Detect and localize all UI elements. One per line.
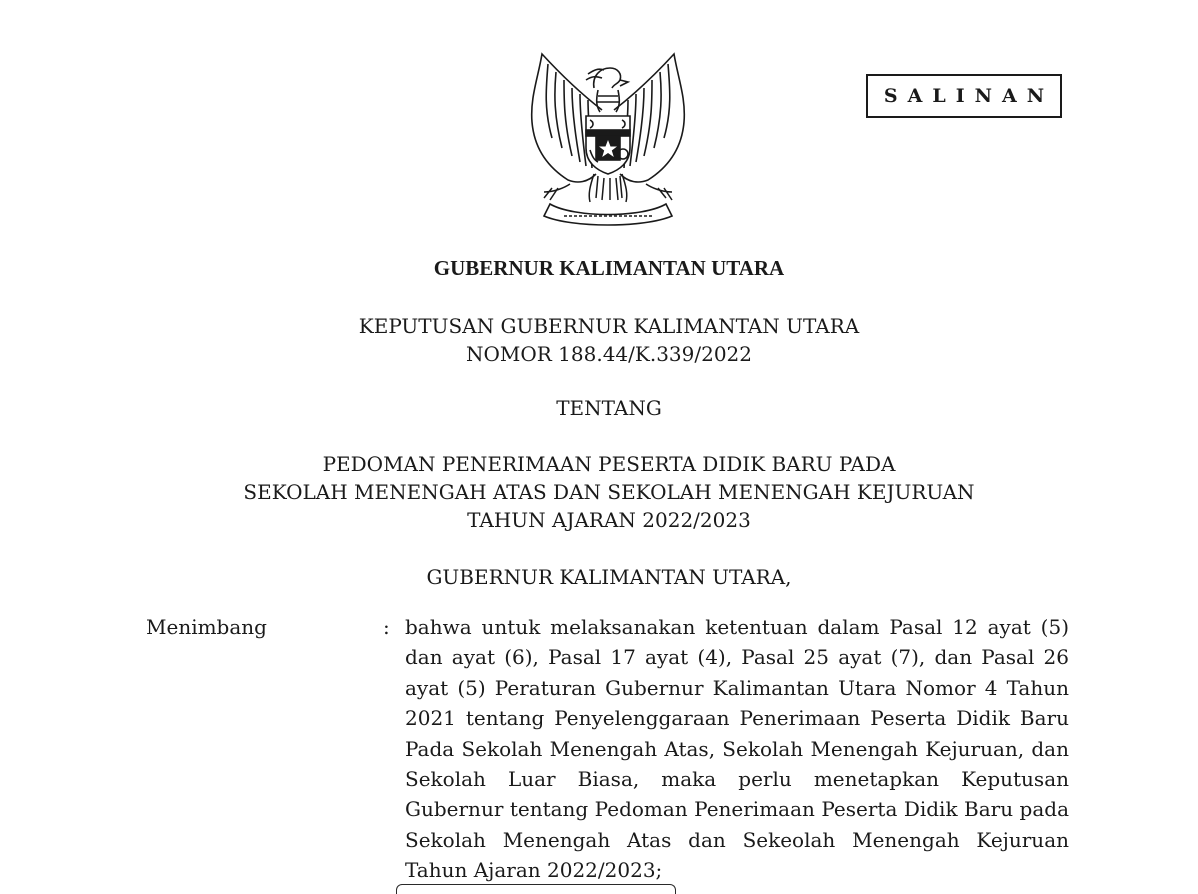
office-title: GUBERNUR KALIMANTAN UTARA: [433, 256, 785, 280]
copy-stamp: [866, 74, 1062, 118]
decree-title: KEPUTUSAN GUBERNUR KALIMANTAN UTARA: [358, 314, 860, 338]
decree-number: NOMOR 188.44/K.339/2022: [465, 342, 752, 366]
copy-stamp-label: SALINAN: [883, 85, 1055, 107]
page-bottom-edge: [396, 884, 676, 894]
considering-separator: :: [383, 615, 390, 639]
garuda-pancasila-emblem-icon: [524, 48, 692, 226]
considering-paragraph: bahwa untuk melaksanakan ketentuan dalam Pasal 12 ayat (5) dan ayat (6), Pasal 17 ayat (4), Pasal 25 ayat (7), dan Pasal 26 ayat (5) Peraturan Gubernur Kalimantan Utara Nomor 4 Tahun 2021 tentang Penyelenggaraan Penerimaan Peserta Didik Baru Pada Sekolah Menengah Atas, Sekolah Menengah Kejuruan, dan Sekolah Luar Biasa, maka perlu menetapkan Keputusan Gubernur tentang Pedoman Penerimaan Peserta Didik Baru pada Sekolah Menengah Atas dan Sekeolah Menengah Kejuruan Tahun Ajaran 2022/2023;: [405, 615, 1069, 883]
subject-line-3: TAHUN AJARAN 2022/2023: [467, 508, 751, 532]
subject-line-2: SEKOLAH MENENGAH ATAS DAN SEKOLAH MENENGAH KEJURUAN: [243, 480, 975, 504]
considering-label: Menimbang: [146, 615, 267, 639]
subject-line-1: PEDOMAN PENERIMAAN PESERTA DIDIK BARU PADA: [322, 452, 896, 476]
issuer-line: GUBERNUR KALIMANTAN UTARA,: [426, 565, 792, 589]
about-label: TENTANG: [556, 396, 662, 420]
